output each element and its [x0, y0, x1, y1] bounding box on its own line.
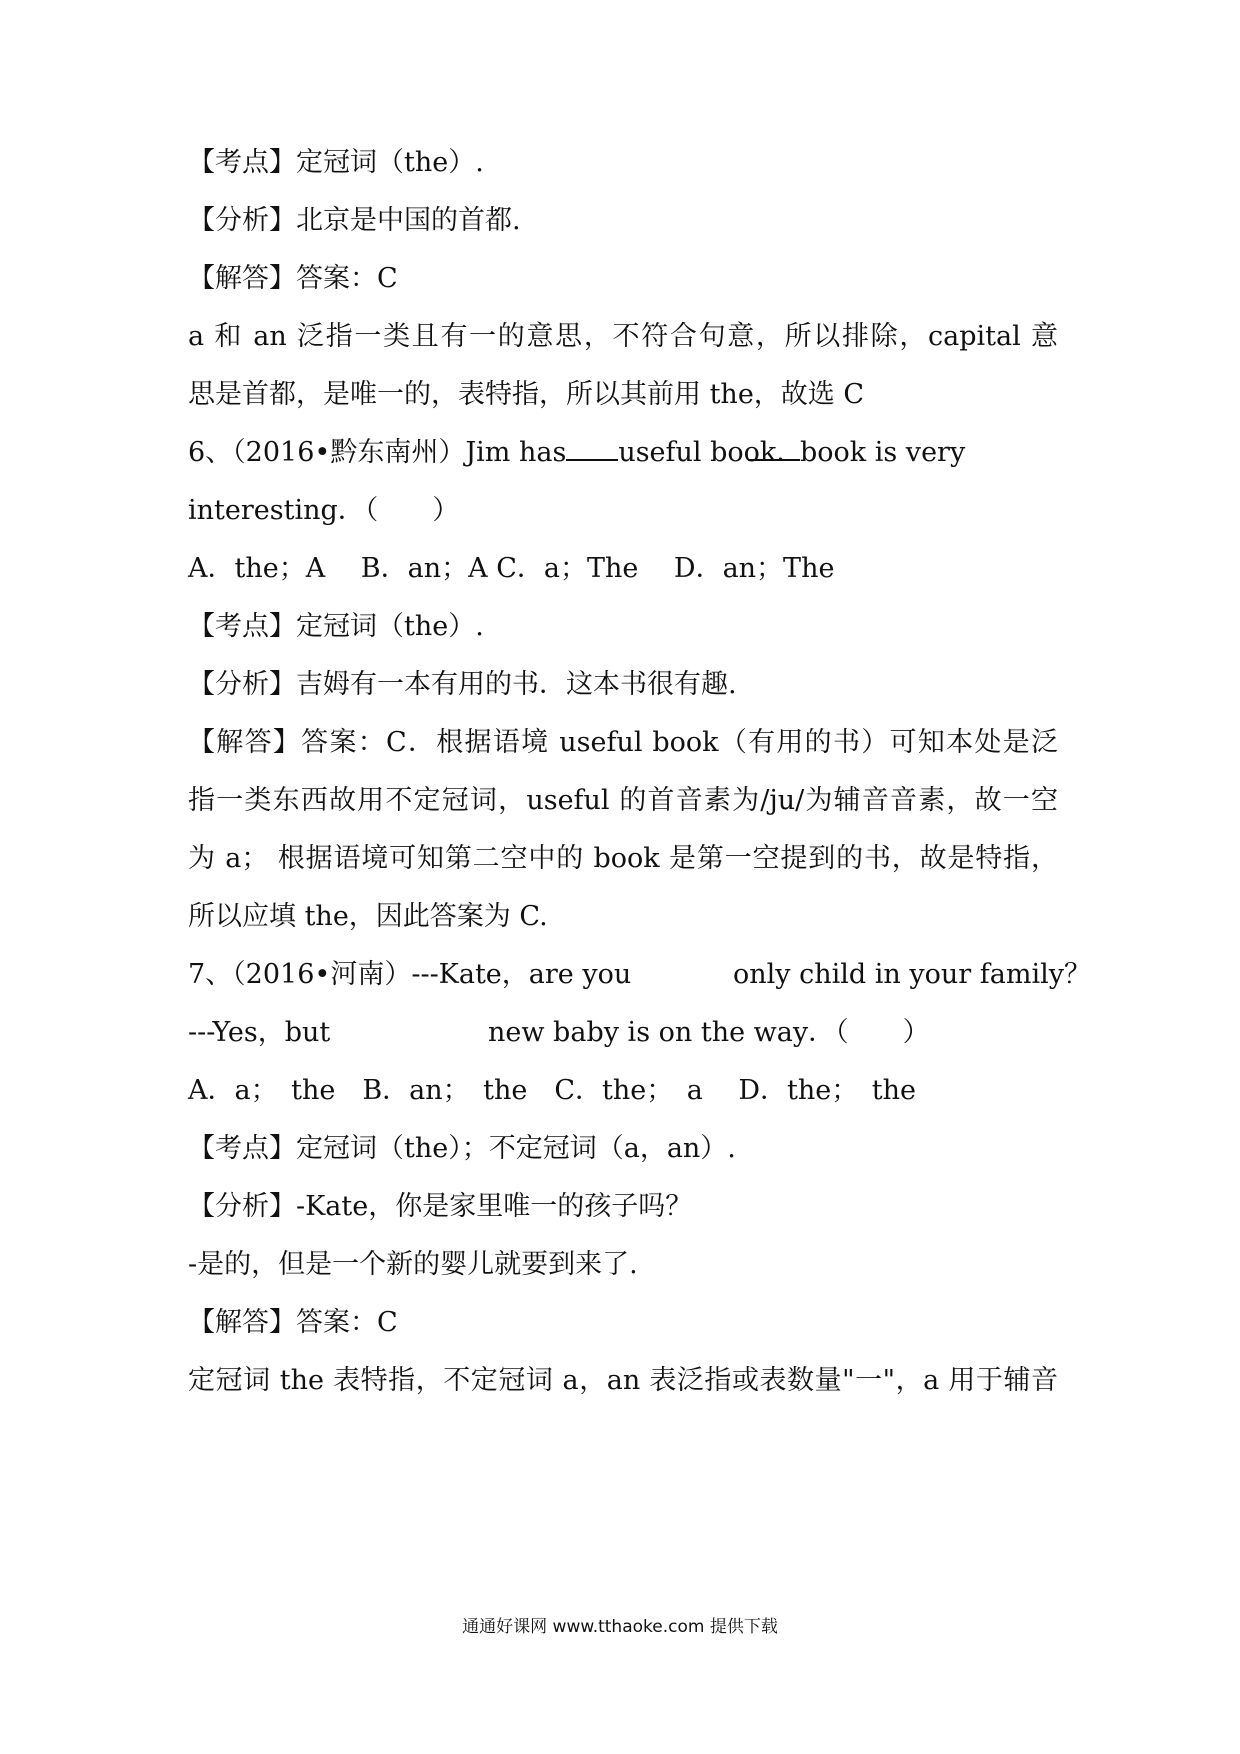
fenxi-line-3: 【分析】-Kate，你是家里唯一的孩子吗？ — [188, 1191, 693, 1222]
jieda-line-2: 【解答】答案：C．根据语境 useful book（有用的书）可知本处是泛 — [188, 727, 1058, 758]
kaodian-line-1: 【考点】定冠词（the）. — [188, 147, 484, 178]
jieda-line-1: 【解答】答案：C — [188, 263, 398, 294]
explanation-line-3: 定冠词 the 表特指，不定冠词 a，an 表泛指或表数量"一"，a 用于辅音 — [188, 1365, 1058, 1396]
question-7-stem — [188, 957, 1091, 993]
fenxi-line-1: 【分析】北京是中国的首都. — [188, 205, 521, 236]
fenxi-line-2: 【分析】吉姆有一本有用的书．这本书很有趣. — [188, 669, 737, 700]
jieda-line-3: 指一类东西故用不定冠词，useful 的首音素为/ju/为辅音音素，故一空 — [188, 785, 1058, 816]
explanation-line-2: 思是首都，是唯一的，表特指，所以其前用 the，故选 C — [188, 379, 865, 410]
question-6-stem — [188, 435, 1058, 471]
explanation-line-1: a 和 an 泛指一类且有一的意思，不符合句意，所以排除，capital 意 — [188, 321, 1058, 352]
question-7-part-3: ---Yes，but — [188, 1017, 331, 1048]
question-7-part-1: 7、（2016•河南）---Kate，are you — [188, 959, 632, 990]
question-7-stem-cont — [188, 1015, 1058, 1051]
jieda-line-6: 【解答】答案：C — [188, 1307, 398, 1338]
fenxi-line-4: -是的，但是一个新的婴儿就要到来了. — [188, 1249, 638, 1280]
question-6-part-2: useful book． — [618, 437, 804, 468]
question-6-part-3: book is very — [800, 437, 966, 468]
question-7-part-2: only child in your family？ — [733, 959, 1091, 990]
question-6-options: A．the；A B．an；A C．a；The D．an；The — [188, 553, 835, 584]
kaodian-line-2: 【考点】定冠词（the）. — [188, 611, 484, 642]
question-7-part-4: new baby is on the way．（ ） — [488, 1017, 930, 1048]
jieda-line-4: 为 a； 根据语境可知第二空中的 book 是第一空提到的书，故是特指， — [188, 843, 1058, 874]
answer-blank — [566, 435, 618, 461]
answer-blank — [748, 435, 800, 461]
kaodian-line-3: 【考点】定冠词（the）；不定冠词（a，an）. — [188, 1133, 736, 1164]
question-6-part-1: 6、（2016•黔东南州）Jim has — [188, 437, 567, 468]
question-7-options: A．a； the B．an； the C．the； a D．the； the — [188, 1075, 916, 1106]
jieda-line-5: 所以应填 the，因此答案为 C. — [188, 901, 548, 932]
page-footer: 通通好课网 www.tthaoke.com 提供下载 — [462, 1617, 778, 1637]
question-6-stem-cont: interesting．（ ） — [188, 495, 460, 526]
